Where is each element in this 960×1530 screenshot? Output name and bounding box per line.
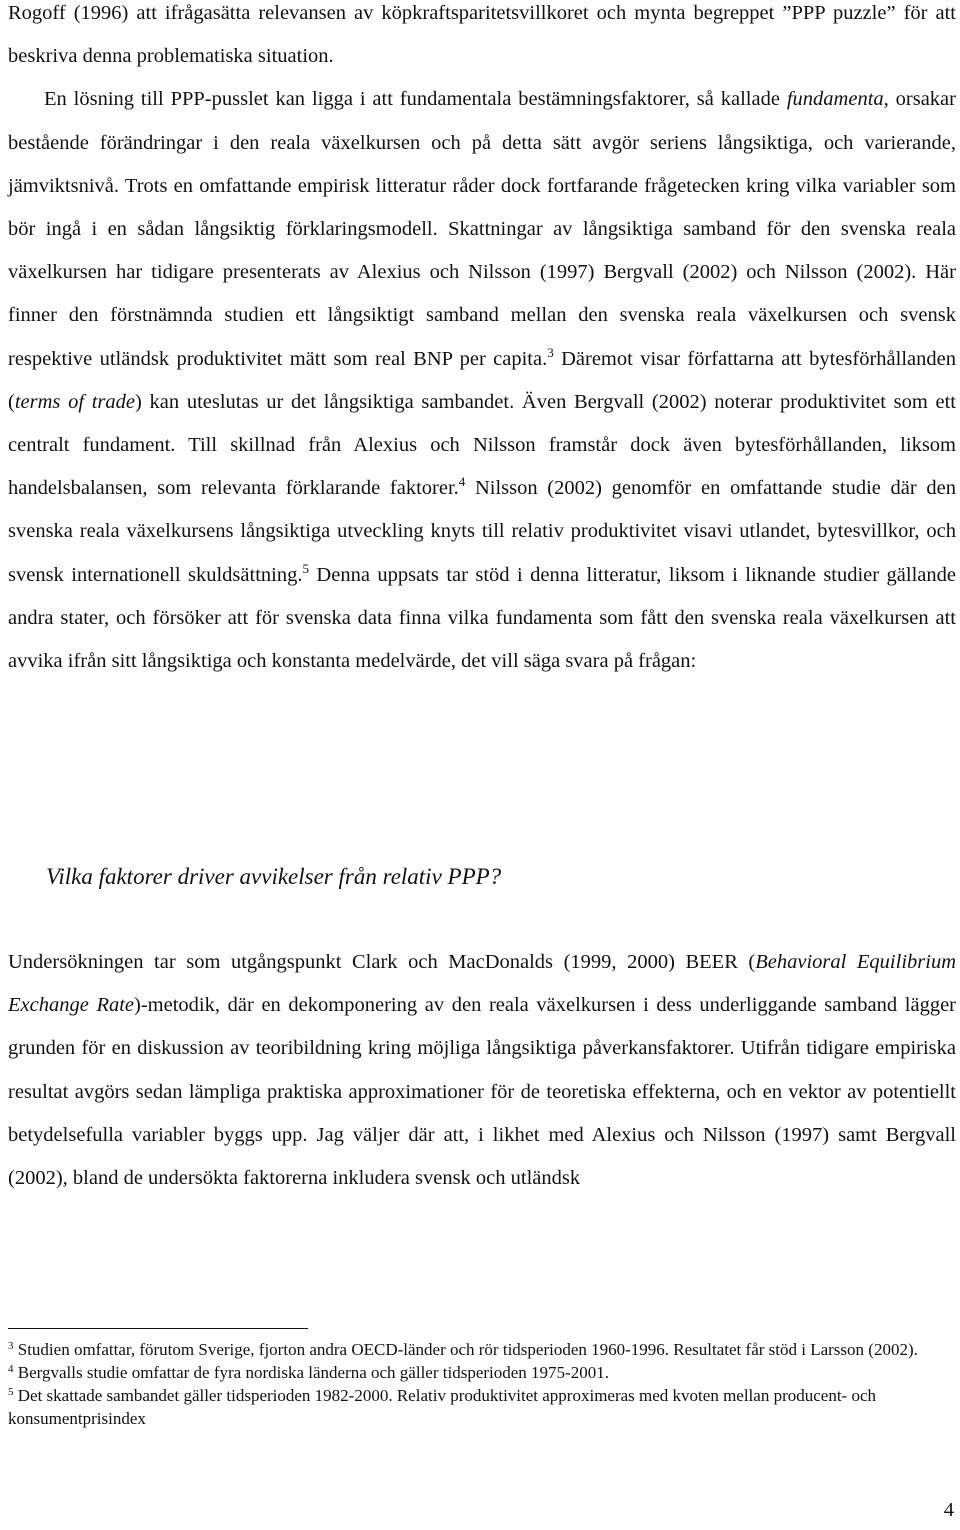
footnote-ref-3[interactable]: 3 bbox=[547, 344, 554, 360]
italic-term-fundamenta: fundamenta bbox=[786, 88, 884, 111]
footnote-4 bbox=[8, 1361, 948, 1384]
footnote-marker: 5 bbox=[8, 1386, 14, 1398]
italic-term-beer: Behavioral Equilibrium Exchange Rate bbox=[8, 951, 957, 1017]
footnote-ref-4[interactable]: 4 bbox=[458, 474, 466, 490]
document-page bbox=[8, 0, 957, 1428]
footnote-3 bbox=[8, 1338, 948, 1361]
text-run: ) kan uteslutas ur det långsiktiga sambandet. Även Bergvall (2002) noterar produktivitet som ett centralt fundament. Till skillnad från Alexius och Nilsson framstår dock även bytesförhållanden, liksom handelsbalansen, som relevanta förklarande faktorer. bbox=[8, 390, 956, 500]
paragraph-beer-block bbox=[8, 941, 956, 1200]
footnote-ref-5[interactable]: 5 bbox=[302, 560, 309, 576]
page-number: 4 bbox=[943, 1499, 954, 1521]
paragraph-beer-method bbox=[8, 941, 956, 1200]
text-run: )-metodik, där en dekomponering av den reala växelkursen i dess underliggande samband lägger grunden för en diskussion av teoribildning kring möjliga långsiktiga påverkansfaktorer. Utifrån tidigare empiriska resultat avgörs sedan lämpliga praktiska approximationer för de teoretiska effekterna, och en vektor av potentiellt betydelsefulla variabler byggs upp. Jag väljer där att, i likhet med Alexius och Nilsson (1997) samt Bergvall (2002), bland de undersökta faktorerna inkludera svensk och utländsk bbox=[8, 994, 956, 1190]
paragraph-continuation-text: Rogoff (1996) att ifrågasätta relevansen av köpkraftsparitetsvillkoret och mynta begreppet ”PPP puzzle” för att beskriva denna problematiska situation. bbox=[8, 2, 956, 68]
italic-term-terms-of-trade: terms of trade bbox=[14, 390, 135, 413]
footnote-5 bbox=[8, 1384, 948, 1430]
paragraph-continuation bbox=[8, 0, 956, 78]
footnote-separator bbox=[8, 1328, 308, 1329]
footnotes bbox=[8, 1338, 948, 1430]
text-run: Nilsson (2002) genomför en omfattande studie där den svenska reala växelkursens långsiktiga utveckling knyts till relativ produktivitet visavi utlandet, bytesvillkor, och svensk internationell skuldsättning. bbox=[8, 477, 956, 586]
text-run: Däremot visar författarna att bytesförhållanden ( bbox=[8, 347, 956, 413]
text-run: , orsakar bestående förändringar i den reala växelkursen och på detta sätt avgör seriens långsiktiga, och varierande, jämviktsnivå. Trots en omfattande empirisk litteratur råder dock fortfarande frågetecken kring vilka variabler som bör ingå i en sådan långsiktig förklaringsmodell. Skattningar av långsiktiga samband för den svenska reala växelkursen har tidigare presenterats av Alexius och Nilsson (1997) Bergvall (2002) och Nilsson (2002). Här finner den förstnämnda studien ett långsiktigt samband mellan den svenska reala växelkursen och svensk respektive utländsk produktivitet mätt som real BNP per capita. bbox=[8, 88, 956, 370]
footnote-text: Studien omfattar, förutom Sverige, fjorton andra OECD-länder och rör tidsperioden 1960-1996. Resultatet får stöd i Larsson (2002). bbox=[13, 1340, 918, 1359]
text-run: En lösning till PPP-pusslet kan ligga i att fundamentala bestämningsfaktorer, så kallade bbox=[44, 88, 787, 111]
footnote-marker: 4 bbox=[8, 1363, 14, 1375]
text-run: Undersökningen tar som utgångspunkt Clark och MacDonalds (1999, 2000) BEER ( bbox=[8, 951, 756, 973]
paragraph-ppp-puzzle bbox=[8, 78, 956, 683]
footnote-marker: 3 bbox=[8, 1340, 14, 1352]
text-run: Denna uppsats tar stöd i denna litteratur, liksom i liknande studier gällande andra stater, och försöker att för svenska data finna vilka fundamenta som fått den svenska reala växelkursen att avvika ifrån sitt långsiktiga och konstanta medelvärde, det vill säga svara på frågan: bbox=[8, 563, 956, 673]
footnote-text: Bergvalls studie omfattar de fyra nordiska länderna och gäller tidsperioden 1975-2001. bbox=[13, 1363, 609, 1382]
research-question: Vilka faktorer driver avvikelser från relativ PPP? bbox=[46, 864, 502, 889]
footnote-text: Det skattade sambandet gäller tidsperioden 1982-2000. Relativ produktivitet approximeras med kvoten mellan producent- och konsumentprisindex bbox=[8, 1386, 877, 1428]
